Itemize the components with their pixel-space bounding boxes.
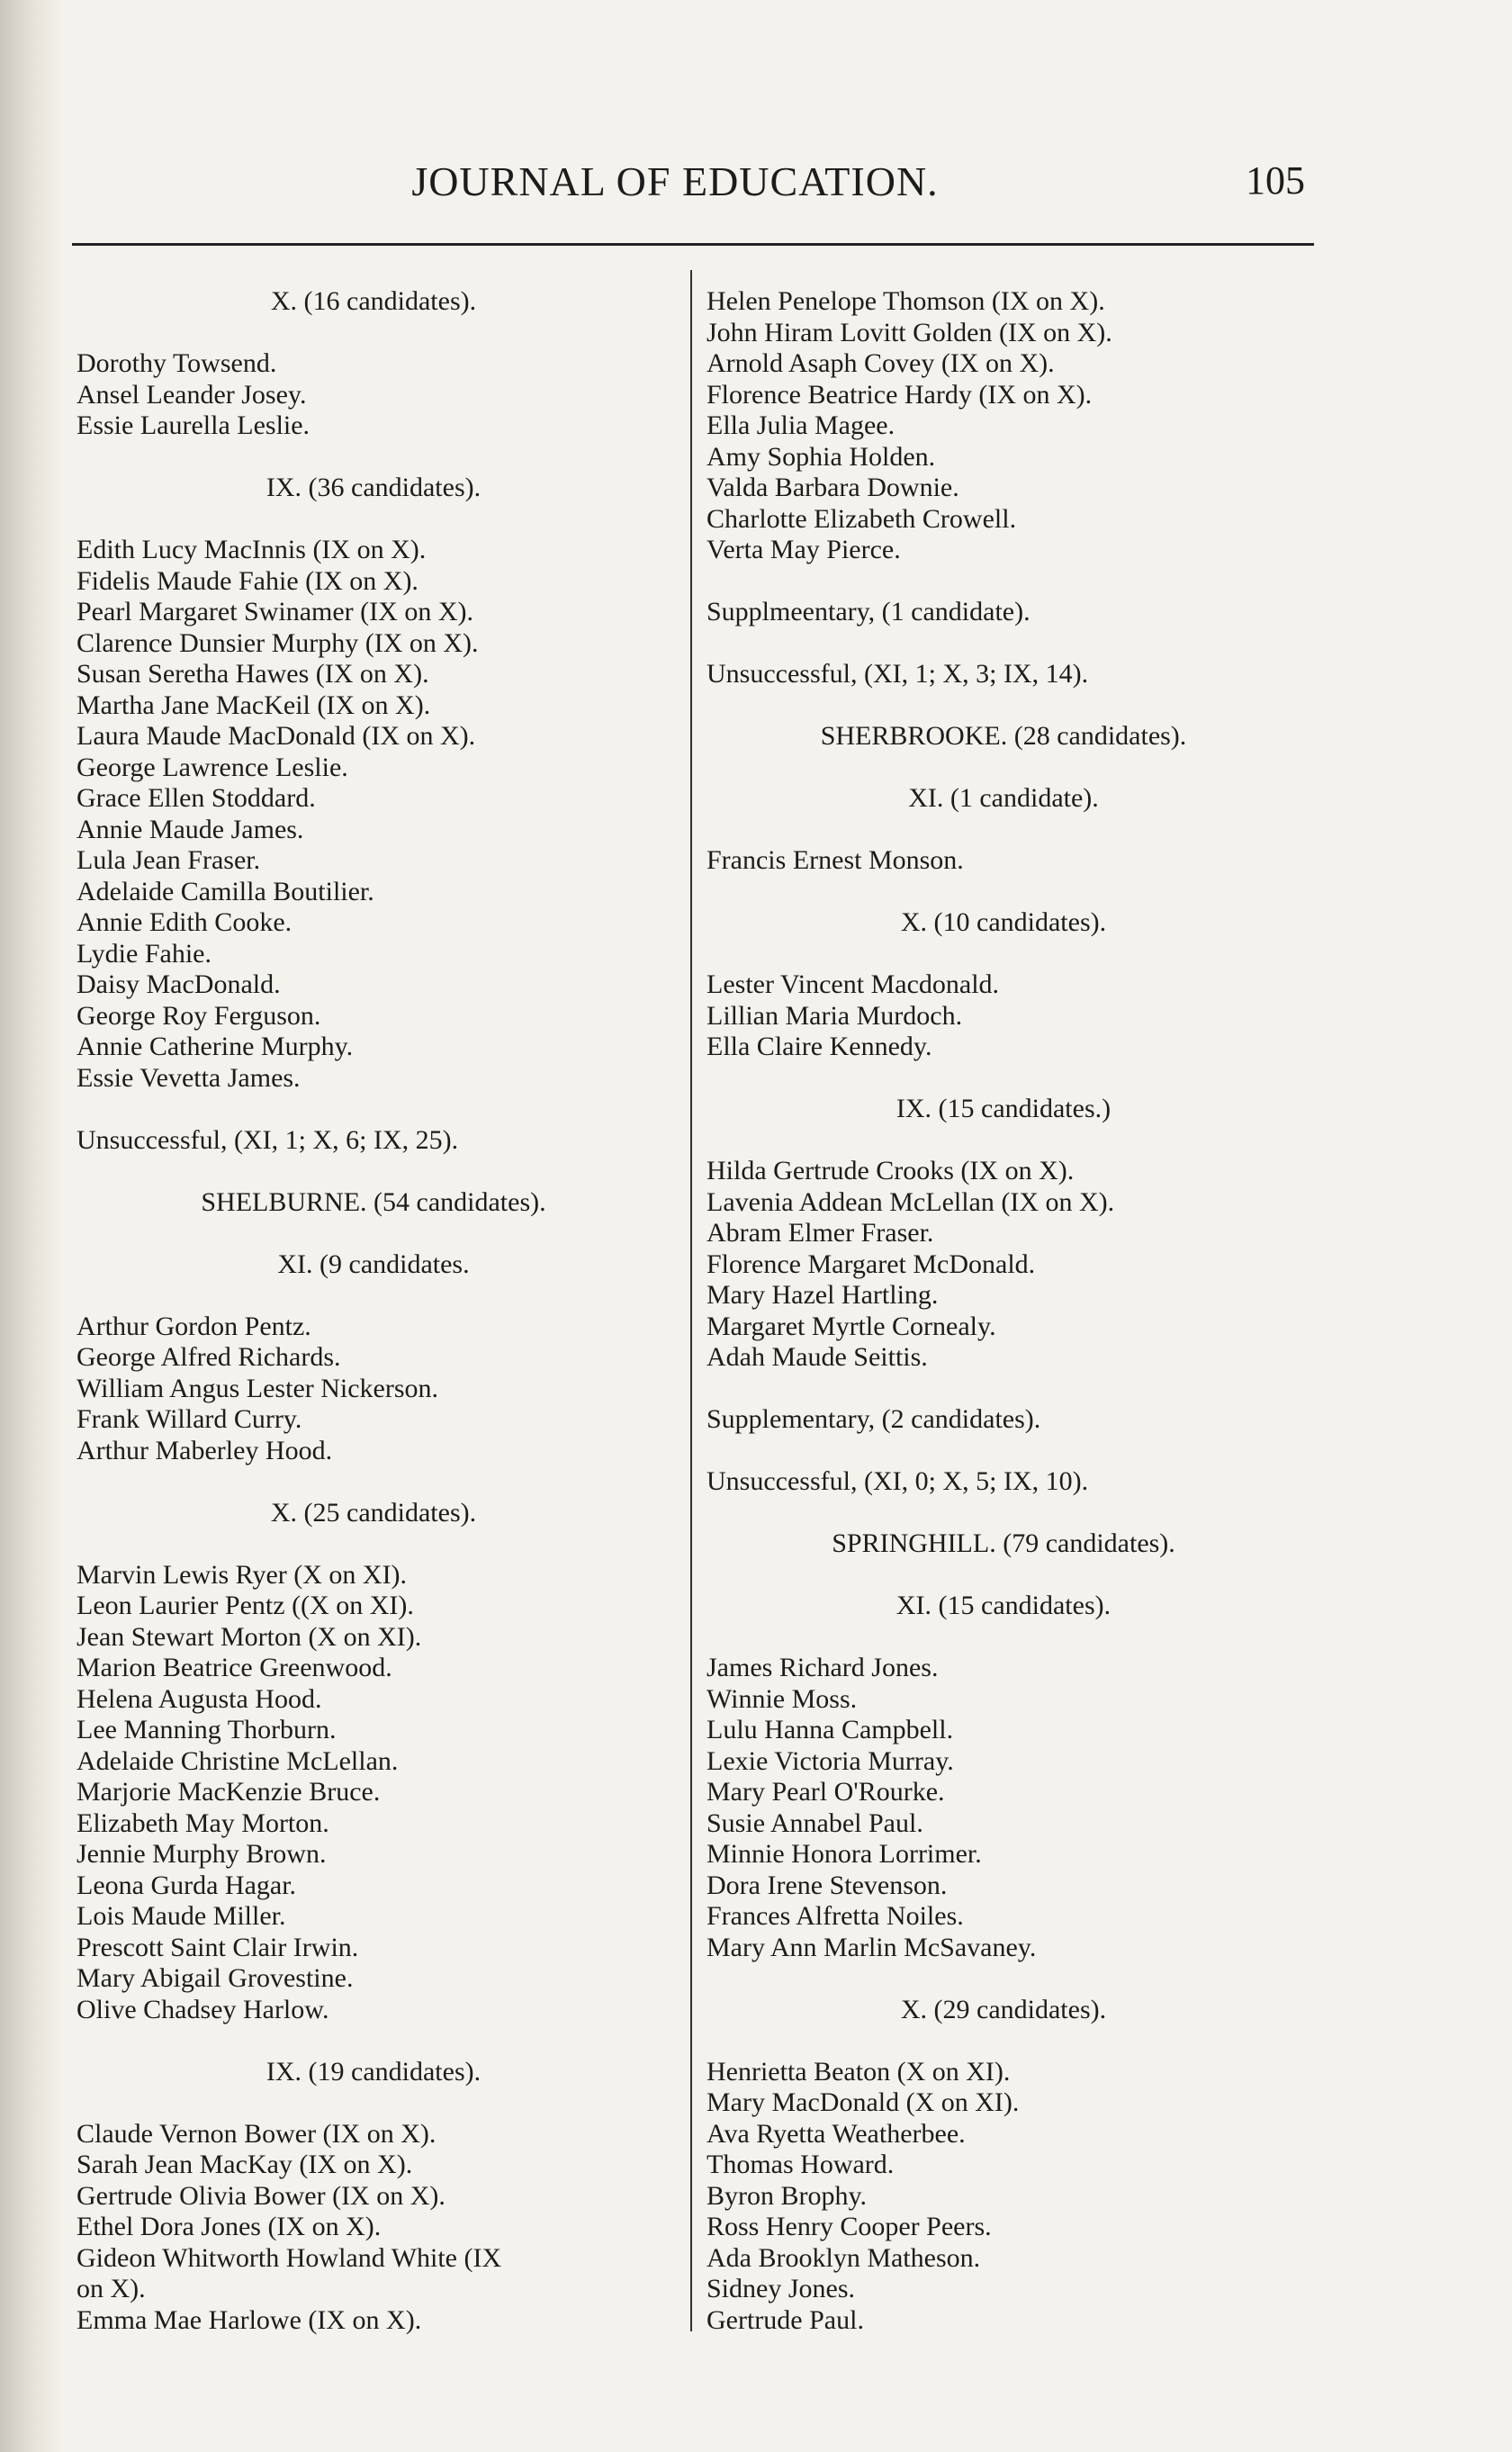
candidate-name: Martha Jane MacKeil (IX on X). [76, 690, 431, 720]
candidate-name: George Roy Ferguson. [76, 1000, 321, 1031]
left-column [76, 286, 670, 2336]
candidate-name: Florence Beatrice Hardy (IX on X). [706, 379, 1093, 410]
candidate-name: Arnold Asaph Covey (IX on X). [706, 348, 1055, 378]
candidate-name: William Angus Lester Nickerson. [76, 1373, 439, 1403]
candidate-name: Olive Chadsey Harlow. [76, 1994, 329, 2024]
candidate-name: John Hiram Lovitt Golden (IX on X). [706, 317, 1112, 347]
section-heading: IX. (19 candidates). [266, 2056, 482, 2087]
candidate-name: Prescott Saint Clair Irwin. [76, 1932, 359, 1962]
candidate-name: Emma Mae Harlowe (IX on X). [76, 2304, 422, 2335]
candidate-name: Winnie Moss. [706, 1683, 858, 1714]
candidate-name: Daisy MacDonald. [76, 969, 281, 999]
journal-title: JOURNAL OF EDUCATION. [411, 158, 939, 204]
candidate-name: Mary Ann Marlin McSavaney. [706, 1932, 1037, 1962]
candidate-name: Adah Maude Seittis. [706, 1342, 928, 1372]
section-heading: X. (29 candidates). [900, 1994, 1107, 2024]
spacer [76, 442, 670, 473]
candidate-name: Margaret Myrtle Cornealy. [706, 1311, 996, 1341]
candidate-name: Ada Brooklyn Matheson. [706, 2242, 981, 2273]
candidate-name: Pearl Margaret Swinamer (IX on X). [76, 597, 473, 627]
candidate-name: Charlotte Elizabeth Crowell. [706, 503, 1017, 534]
section-heading: SHELBURNE. (54 candidates). [201, 1186, 546, 1217]
section-heading: SHERBROOKE. (28 candidates). [820, 721, 1187, 751]
candidate-name: on X). [76, 2274, 146, 2303]
spacer [706, 566, 1300, 598]
candidate-name: Clarence Dunsier Murphy (IX on X). [76, 627, 479, 658]
spacer [706, 1622, 1300, 1654]
candidate-name: Verta May Pierce. [706, 535, 901, 564]
candidate-name: Lois Maude Miller. [76, 1901, 286, 1931]
candidate-name: Leon Laurier Pentz ((X on XI). [76, 1591, 414, 1620]
right-column [706, 286, 1300, 2336]
spacer [706, 1498, 1300, 1529]
spacer [706, 2025, 1300, 2057]
summary-line: Supplementary, (2 candidates). [706, 1404, 1041, 1434]
candidate-name: Lillian Maria Murdoch. [706, 1000, 963, 1031]
candidate-name: Ella Claire Kennedy. [706, 1032, 932, 1061]
candidate-name: Marjorie MacKenzie Bruce. [76, 1777, 381, 1807]
candidate-name: Lydie Fahie. [76, 938, 212, 969]
candidate-name: Laura Maude MacDonald (IX on X). [76, 721, 476, 751]
candidate-name: Ross Henry Cooper Peers. [706, 2212, 992, 2241]
candidate-name: Hilda Gertrude Crooks (IX on X). [706, 1156, 1075, 1185]
candidate-name: Helena Augusta Hood. [76, 1683, 322, 1714]
candidate-name: Gertrude Olivia Bower (IX on X). [76, 2180, 446, 2211]
section-heading: XI. (9 candidates. [277, 1249, 470, 1279]
spacer [76, 504, 670, 536]
candidate-name: Grace Ellen Stoddard. [76, 783, 316, 813]
candidate-name: Frank Willard Curry. [76, 1404, 302, 1434]
candidate-name: Ansel Leander Josey. [76, 379, 307, 410]
candidate-name: Mary Pearl O'Rourke. [706, 1777, 945, 1807]
candidate-name: Lester Vincent Macdonald. [706, 969, 1000, 999]
section-heading: SPRINGHILL. (79 candidates). [832, 1528, 1175, 1558]
candidate-name: Claude Vernon Bower (IX on X). [76, 2118, 436, 2149]
spacer [706, 628, 1300, 660]
spacer [706, 815, 1300, 846]
summary-line: Unsuccessful, (XI, 1; X, 6; IX, 25). [76, 1124, 459, 1155]
spacer [706, 1063, 1300, 1095]
summary-line: Unsuccessful, (XI, 0; X, 5; IX, 10). [706, 1466, 1089, 1496]
spacer [706, 1125, 1300, 1157]
summary-line: Unsuccessful, (XI, 1; X, 3; IX, 14). [706, 659, 1089, 689]
candidate-name: Gertrude Paul. [706, 2304, 864, 2335]
candidate-name: Mary MacDonald (X on XI). [706, 2087, 1020, 2117]
candidate-name: Abram Elmer Fraser. [706, 1218, 934, 1248]
summary-line: Supplmeentary, (1 candidate). [706, 597, 1030, 627]
candidate-name: Essie Vevetta James. [76, 1062, 301, 1093]
candidate-name: Lulu Hanna Campbell. [706, 1715, 954, 1744]
candidate-name: Adelaide Christine McLellan. [76, 1745, 399, 1776]
candidate-name: Byron Brophy. [706, 2180, 868, 2211]
section-heading: X. (25 candidates). [270, 1497, 477, 1528]
spacer [76, 1280, 670, 1312]
candidate-name: Lula Jean Fraser. [76, 845, 261, 875]
spacer [76, 1218, 670, 1249]
section-heading: IX. (36 candidates). [266, 473, 482, 502]
candidate-name: Gideon Whitworth Howland White (IX [76, 2242, 502, 2273]
section-heading: X. (10 candidates). [900, 907, 1107, 937]
section-heading: XI. (15 candidates). [896, 1591, 1112, 1620]
candidate-name: Essie Laurella Leslie. [76, 410, 310, 440]
candidate-name: Fidelis Maude Fahie (IX on X). [76, 565, 418, 596]
spacer [706, 753, 1300, 784]
candidate-name: Edith Lucy MacInnis (IX on X). [76, 535, 427, 564]
candidate-name: Ava Ryetta Weatherbee. [706, 2118, 966, 2149]
candidate-name: Leona Gurda Hagar. [76, 1870, 297, 1900]
candidate-name: Henrietta Beaton (X on XI). [706, 2056, 1011, 2087]
candidate-name: Frances Alfretta Noiles. [706, 1901, 964, 1931]
candidate-name: Marvin Lewis Ryer (X on XI). [76, 1559, 408, 1590]
candidate-name: Jennie Murphy Brown. [76, 1839, 327, 1869]
candidate-name: Francis Ernest Monson. [706, 845, 964, 875]
candidate-name: George Lawrence Leslie. [76, 752, 348, 782]
candidate-name: George Alfred Richards. [76, 1342, 341, 1372]
candidate-name: Arthur Gordon Pentz. [76, 1311, 311, 1341]
section-heading: X. (16 candidates). [270, 286, 477, 316]
candidate-name: Susie Annabel Paul. [706, 1807, 923, 1838]
spacer [706, 690, 1300, 722]
candidate-name: Amy Sophia Holden. [706, 441, 936, 472]
column-divider [690, 270, 692, 2331]
spacer [76, 2025, 670, 2057]
candidate-name: Annie Catherine Murphy. [76, 1032, 354, 1061]
spacer [76, 1528, 670, 1560]
page-edge-shadow [0, 0, 63, 2452]
spacer [706, 1374, 1300, 1405]
candidate-name: Ethel Dora Jones (IX on X). [76, 2212, 382, 2241]
spacer [76, 1466, 670, 1498]
spacer [76, 318, 670, 349]
candidate-name: Dorothy Towsend. [76, 348, 277, 378]
candidate-name: Valda Barbara Downie. [706, 473, 959, 502]
spacer [706, 1436, 1300, 1467]
spacer [76, 1156, 670, 1187]
candidate-name: Ella Julia Magee. [706, 410, 896, 440]
page-number: 105 [1246, 158, 1305, 203]
candidate-name: Thomas Howard. [706, 2150, 895, 2179]
spacer [706, 877, 1300, 908]
spacer [706, 1560, 1300, 1591]
section-heading: IX. (15 candidates.) [896, 1094, 1112, 1123]
candidate-name: Sarah Jean MacKay (IX on X). [76, 2150, 413, 2179]
section-heading: XI. (1 candidate). [908, 783, 1099, 813]
candidate-name: Marion Beatrice Greenwood. [76, 1653, 392, 1682]
spacer [76, 1094, 670, 1125]
candidate-name: Lavenia Addean McLellan (IX on X). [706, 1186, 1115, 1217]
candidate-name: Arthur Maberley Hood. [76, 1435, 333, 1465]
candidate-name: Elizabeth May Morton. [76, 1807, 329, 1838]
candidate-name: Dora Irene Stevenson. [706, 1870, 948, 1900]
header-rule [72, 243, 1314, 246]
candidate-name: Susan Seretha Hawes (IX on X). [76, 659, 429, 689]
candidate-name: Annie Edith Cooke. [76, 907, 292, 937]
candidate-name: Lexie Victoria Murray. [706, 1745, 954, 1776]
candidate-name: Jean Stewart Morton (X on XI). [76, 1621, 422, 1652]
candidate-name: James Richard Jones. [706, 1653, 939, 1682]
spacer [76, 2087, 670, 2119]
candidate-name: Mary Hazel Hartling. [706, 1280, 939, 1310]
candidate-name: Minnie Honora Lorrimer. [706, 1839, 982, 1869]
candidate-name: Adelaide Camilla Boutilier. [76, 876, 374, 906]
spacer [706, 1963, 1300, 1995]
candidate-name: Helen Penelope Thomson (IX on X). [706, 286, 1105, 316]
candidate-name: Lee Manning Thorburn. [76, 1715, 337, 1744]
candidate-name: Mary Abigail Grovestine. [76, 1963, 354, 1993]
candidate-name: Sidney Jones. [706, 2274, 855, 2303]
candidate-name: Florence Margaret McDonald. [706, 1249, 1036, 1279]
spacer [706, 939, 1300, 970]
candidate-name: Annie Maude James. [76, 814, 304, 844]
